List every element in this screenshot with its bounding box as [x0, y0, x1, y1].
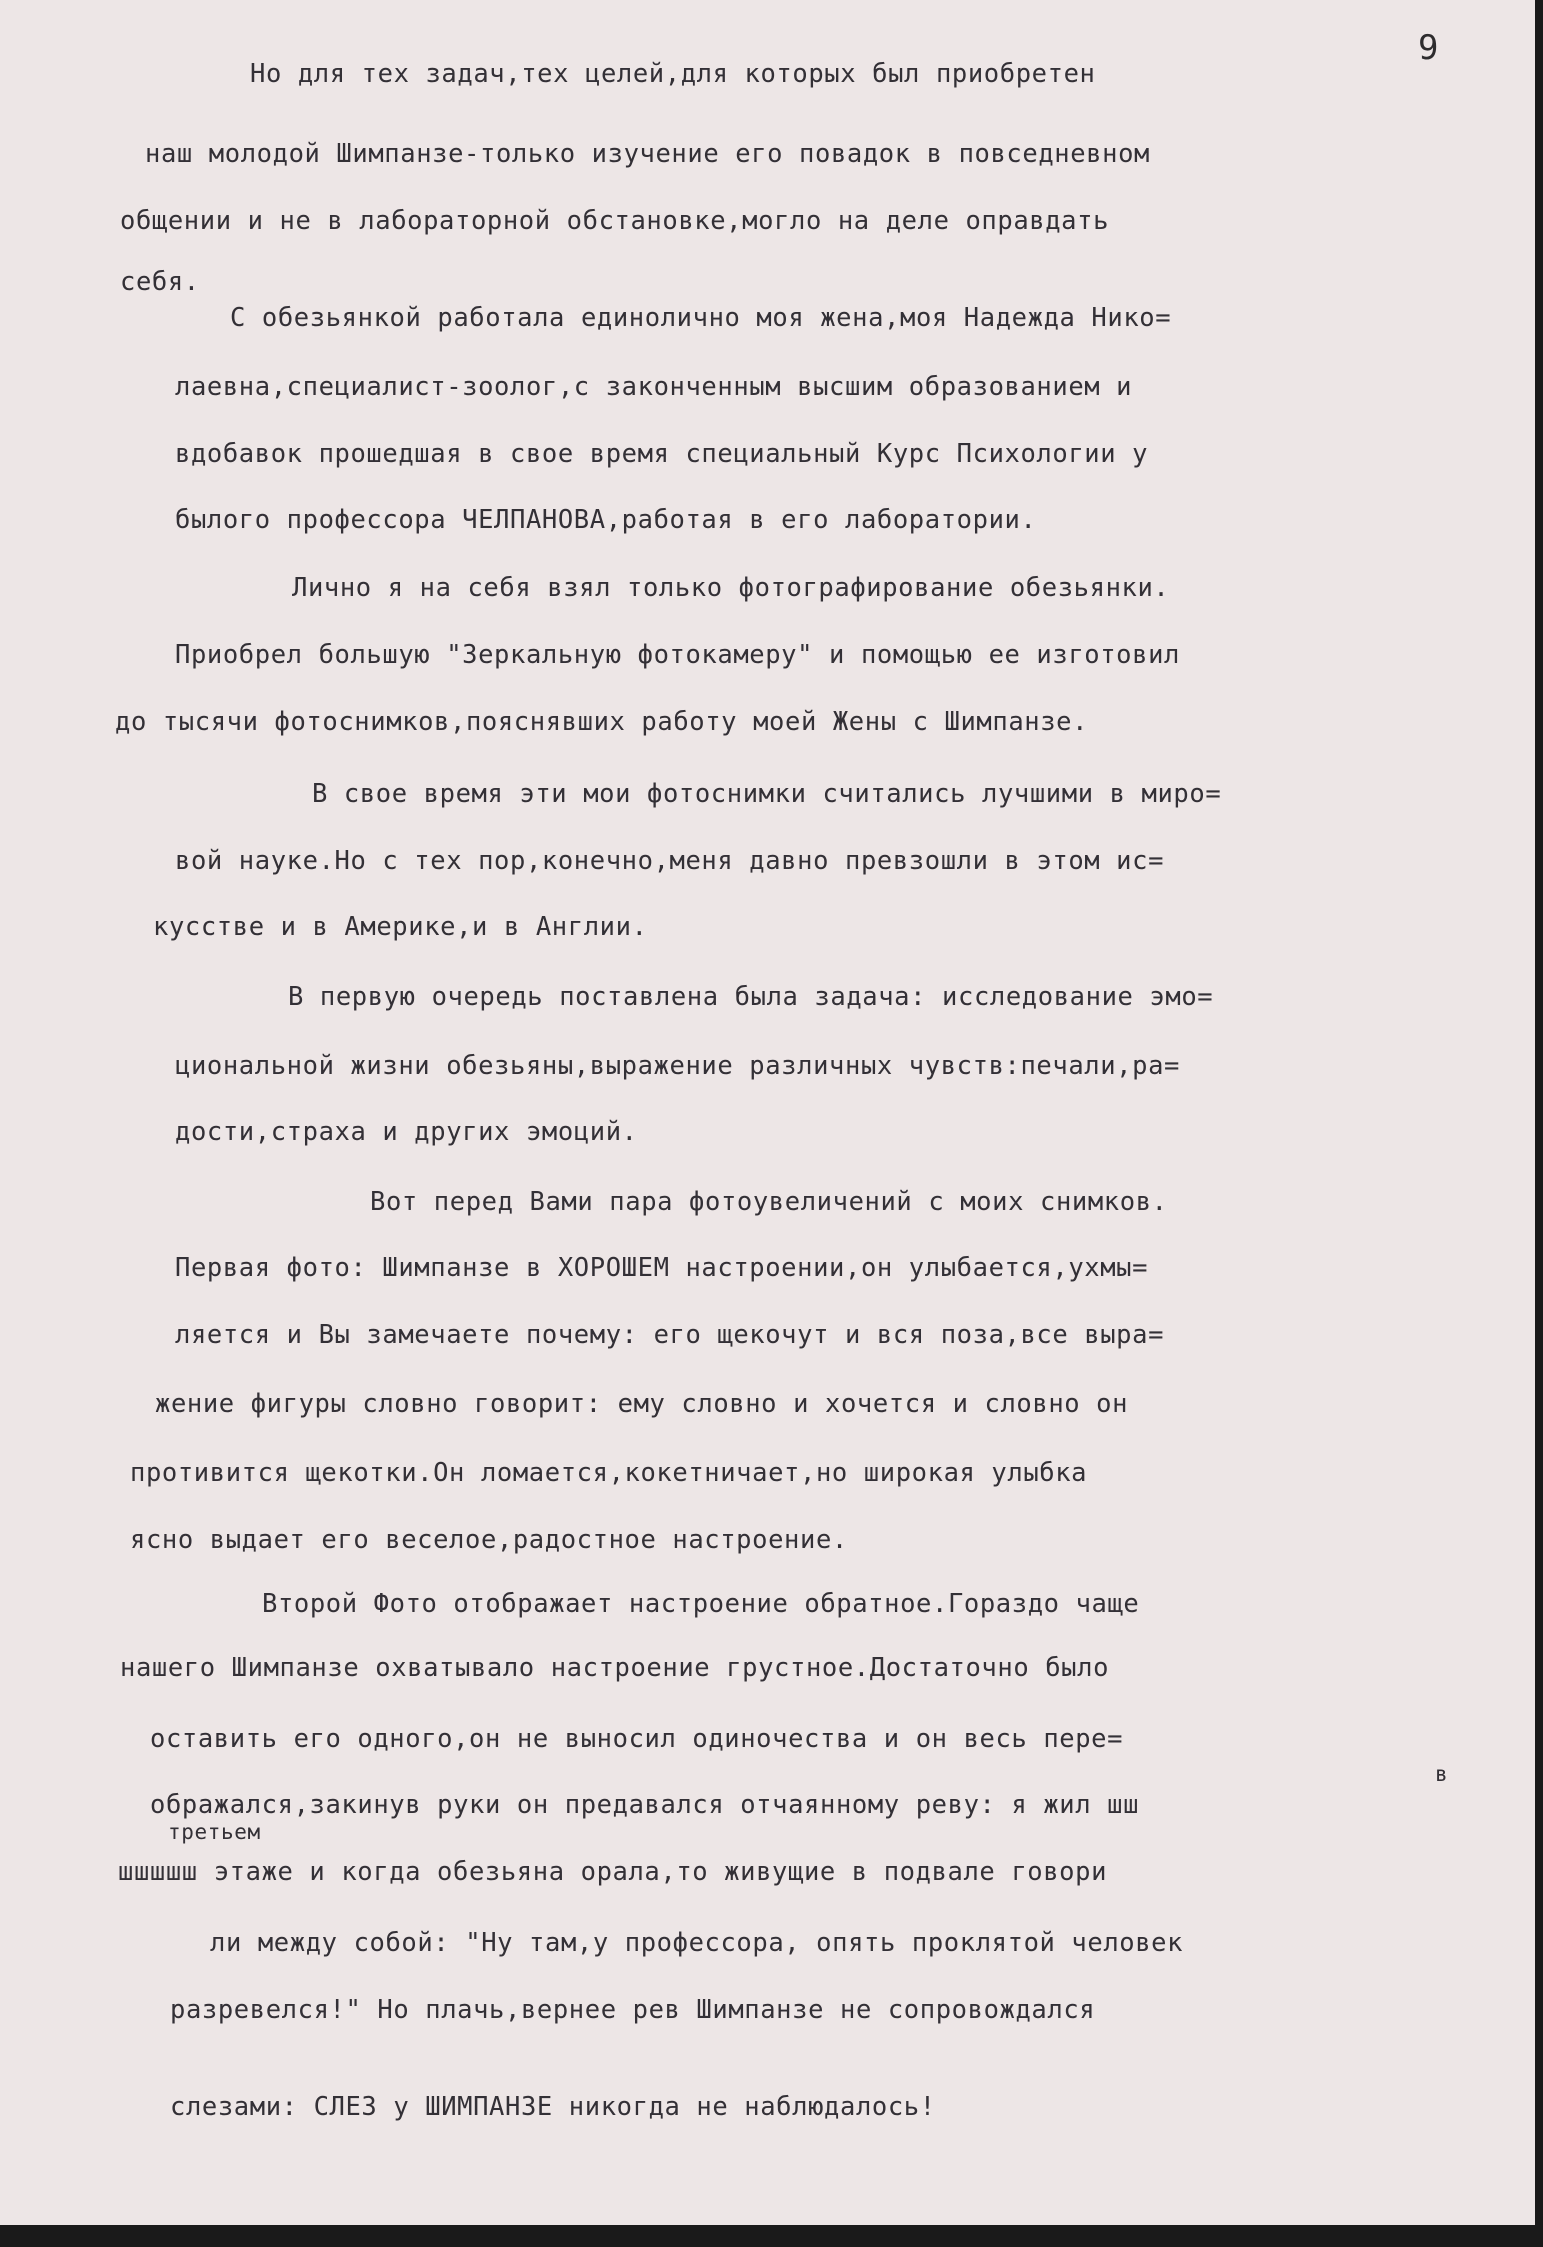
text-line: ли между собой: "Ну там,у профессора, опять проклятой человек: [210, 1928, 1184, 1958]
text-line: ясно выдает его веселое,радостное настроение.: [130, 1525, 848, 1555]
text-line: себя.: [120, 267, 200, 297]
text-line: лаевна,специалист-зоолог,с законченным высшим образованием и: [175, 372, 1133, 402]
text-line: ображался,закинув руки он предавался отчаянному реву: я жил шш: [150, 1790, 1140, 1820]
text-line: противится щекотки.Он ломается,кокетничает,но широкая улыбка: [130, 1458, 1088, 1488]
text-line: Лично я на себя взял только фотографирование обезьянки.: [292, 573, 1170, 603]
text-line: жение фигуры словно говорит: ему словно и хочется и словно он: [155, 1389, 1129, 1419]
text-line: шшшшш этаже и когда обезьяна орала,то живущие в подвале говори: [118, 1857, 1108, 1887]
text-line: былого профессора ЧЕЛПАНОВА,работая в его лаборатории.: [175, 505, 1037, 535]
text-line: вдобавок прошедшая в свое время специальный Курс Психологии у: [175, 439, 1149, 469]
text-line: оставить его одного,он не выносил одиночества и он весь пере=: [150, 1724, 1124, 1754]
text-line: вой науке.Но с тех пор,конечно,меня давно превзошли в этом ис=: [175, 846, 1165, 876]
inserted-letter: в: [1435, 1762, 1449, 1786]
text-line: Вот перед Вами пара фотоувеличений с моих снимков.: [370, 1187, 1168, 1217]
text-line: общении и не в лабораторной обстановке,могло на деле оправдать: [120, 206, 1110, 236]
inserted-word: третьем: [168, 1820, 261, 1844]
text-line: Второй Фото отображает настроение обратное.Гораздо чаще: [262, 1589, 1140, 1619]
text-line: циональной жизни обезьяны,выражение различных чувств:печали,ра=: [175, 1051, 1180, 1081]
text-line: нашего Шимпанзе охватывало настроение грустное.Достаточно было: [120, 1653, 1110, 1683]
text-line: Приобрел большую "Зеркальную фотокамеру" и помощью ее изготовил: [175, 640, 1180, 670]
text-line: слезами: СЛЕЗ у ШИМПАНЗЕ никогда не наблюдалось!: [170, 2092, 936, 2122]
page-number: 9: [1418, 28, 1439, 68]
text-line: Первая фото: Шимпанзе в ХОРОШЕМ настроении,он улыбается,ухмы=: [175, 1253, 1149, 1283]
text-line: кусстве и в Америке,и в Англии.: [153, 912, 648, 942]
text-line: дости,страха и других эмоций.: [175, 1117, 638, 1147]
text-line: ляется и Вы замечаете почему: его щекочут и вся поза,все выра=: [175, 1320, 1165, 1350]
text-line: разревелся!" Но плачь,вернее рев Шимпанзе не сопровождался: [170, 1995, 1096, 2025]
text-line: до тысячи фотоснимков,пояснявших работу моей Жены с Шимпанзе.: [115, 707, 1089, 737]
text-line: Но для тех задач,тех целей,для которых был приобретен: [250, 59, 1096, 89]
text-line: В свое время эти мои фотоснимки считались лучшими в миро=: [312, 779, 1222, 809]
text-line: наш молодой Шимпанзе-только изучение его повадок в повседневном: [145, 139, 1150, 169]
text-line: С обезьянкой работала единолично моя жена,моя Надежда Нико=: [230, 303, 1172, 333]
text-line: В первую очередь поставлена была задача: исследование эмо=: [288, 982, 1214, 1012]
